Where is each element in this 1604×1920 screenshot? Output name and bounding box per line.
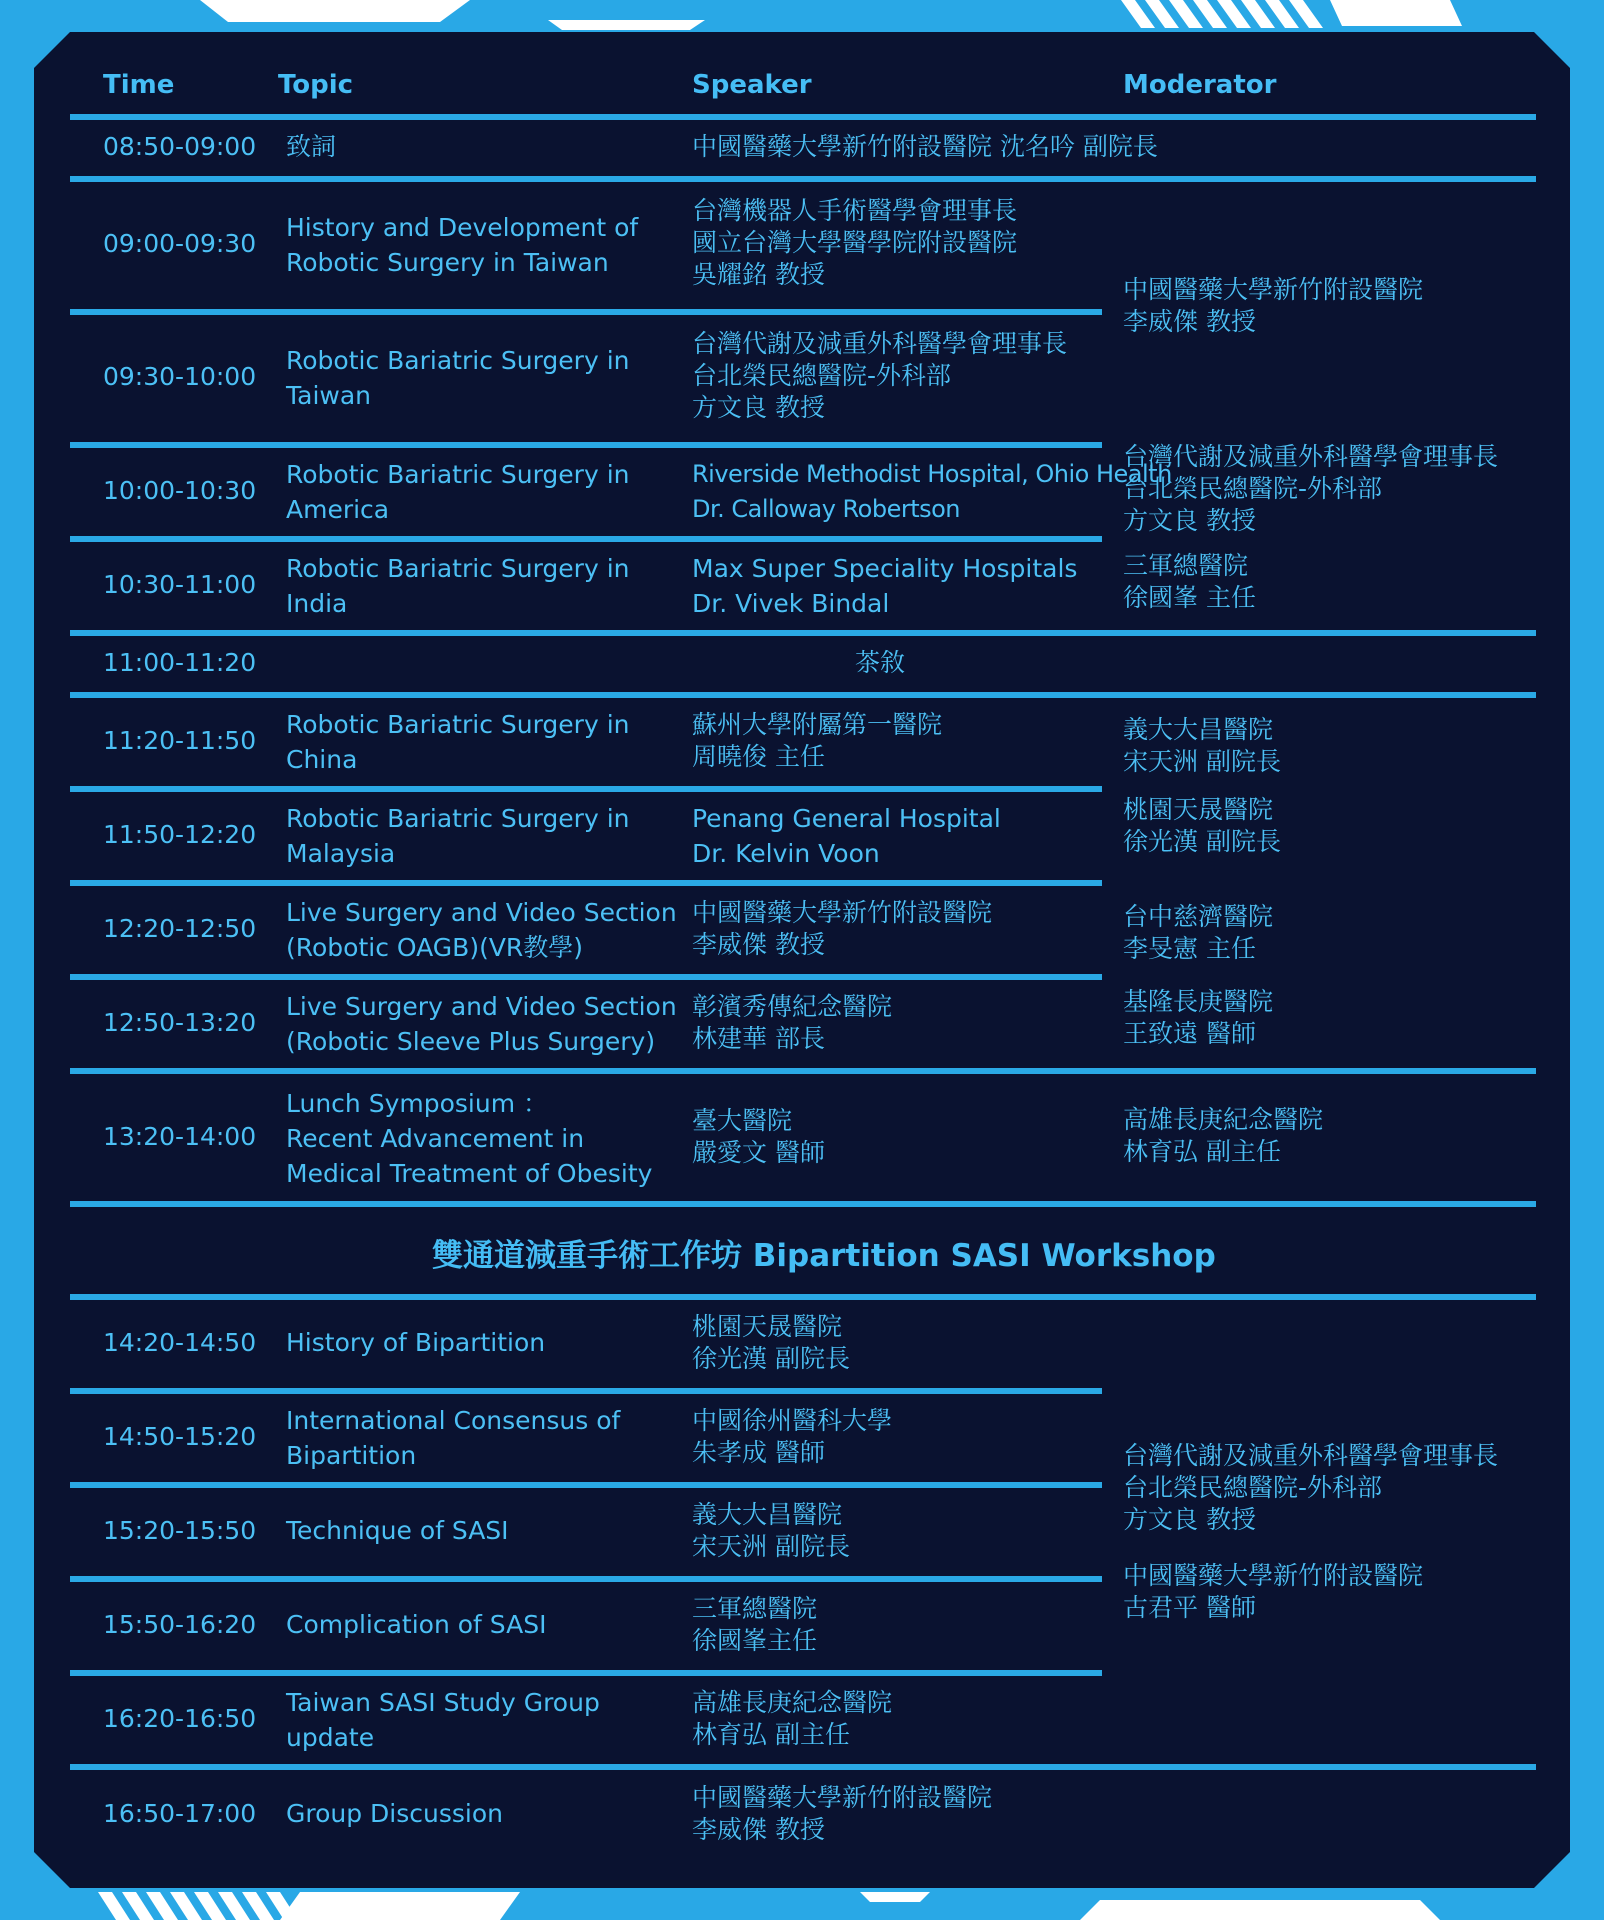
row-topic: Technique of SASI: [286, 1516, 509, 1545]
row-divider: [70, 1068, 1536, 1074]
moderator-entry: 台灣代謝及減重外科醫學會理事長 台北榮民總醫院-外科部 方文良 教授: [1123, 442, 1499, 535]
row-speaker: 高雄長庚紀念醫院 林育弘 副主任: [692, 1688, 893, 1749]
row-topic: Robotic Bariatric Surgery in Taiwan: [286, 346, 630, 410]
row-time: 08:50-09:00: [103, 132, 257, 161]
header-moderator: Moderator: [1123, 70, 1277, 100]
row-speaker: 桃園天晟醫院 徐光漢 副院長: [692, 1312, 850, 1373]
moderator-entry: 高雄長庚紀念醫院 林育弘 副主任: [1123, 1105, 1324, 1166]
row-time: 09:00-09:30: [103, 229, 257, 258]
row-time: 12:50-13:20: [103, 1008, 257, 1037]
row-speaker: Penang General Hospital Dr. Kelvin Voon: [692, 804, 1001, 868]
row-speaker: Max Super Speciality Hospitals Dr. Vivek Bindal: [692, 554, 1078, 618]
row-time: 16:50-17:00: [103, 1799, 257, 1828]
row-time: 13:20-14:00: [103, 1122, 257, 1151]
row-time: 11:50-12:20: [103, 820, 257, 849]
row-divider: [70, 309, 1102, 315]
moderator-entry: 基隆長庚醫院 王致遠 醫師: [1123, 987, 1274, 1048]
row-topic: Live Surgery and Video Section (Robotic Sleeve Plus Surgery): [286, 992, 677, 1056]
row-speaker: 三軍總醫院 徐國峯主任: [692, 1594, 818, 1655]
row-divider: [70, 1482, 1102, 1488]
row-divider: [70, 974, 1102, 980]
moderator-entry: 台灣代謝及減重外科醫學會理事長 台北榮民總醫院-外科部 方文良 教授: [1123, 1441, 1499, 1534]
row-topic: Robotic Bariatric Surgery in Malaysia: [286, 804, 630, 868]
row-divider: [70, 1576, 1102, 1582]
row-topic: Live Surgery and Video Section (Robotic OAGB)(VR教學): [286, 898, 677, 962]
row-divider: [70, 630, 1536, 636]
row-divider: [70, 692, 1536, 698]
row-speaker: Riverside Methodist Hospital, Ohio Health Dr. Calloway Robertson: [692, 460, 1172, 523]
row-topic: International Consensus of Bipartition: [286, 1406, 621, 1470]
row-topic: History of Bipartition: [286, 1328, 546, 1357]
row-speaker: 台灣機器人手術醫學會理事長 國立台灣大學醫學院附設醫院 吳耀銘 教授: [692, 196, 1018, 289]
row-topic: 致詞: [286, 132, 337, 161]
row-divider: [70, 176, 1536, 182]
row-time: 16:20-16:50: [103, 1704, 257, 1733]
moderator-entry: 中國醫藥大學新竹附設醫院 李威傑 教授: [1123, 275, 1424, 336]
row-divider: [70, 1294, 1536, 1300]
row-divider: [70, 114, 1536, 120]
row-divider: [70, 442, 1102, 448]
row-divider: [70, 786, 1102, 792]
row-time: 11:00-11:20: [103, 648, 257, 677]
row-time: 09:30-10:00: [103, 362, 257, 391]
row-divider: [70, 1764, 1536, 1770]
moderator-entry: 中國醫藥大學新竹附設醫院 古君平 醫師: [1123, 1561, 1424, 1622]
row-speaker: 義大大昌醫院 宋天洲 副院長: [692, 1500, 850, 1561]
row-topic: Robotic Bariatric Surgery in America: [286, 460, 630, 524]
row-topic: Complication of SASI: [286, 1610, 547, 1639]
row-time: 11:20-11:50: [103, 726, 257, 755]
row-speaker: 中國醫藥大學新竹附設醫院 李威傑 教授: [692, 898, 993, 959]
row-time: 10:00-10:30: [103, 476, 257, 505]
tea-break: 茶敘: [855, 648, 906, 677]
row-topic: Group Discussion: [286, 1799, 504, 1828]
row-time: 10:30-11:00: [103, 570, 257, 599]
row-divider: [70, 1388, 1102, 1394]
row-time: 14:20-14:50: [103, 1328, 257, 1357]
moderator-entry: 桃園天晟醫院 徐光漢 副院長: [1123, 795, 1281, 856]
row-divider: [70, 880, 1102, 886]
row-speaker: 中國醫藥大學新竹附設醫院 李威傑 教授: [692, 1783, 993, 1844]
row-topic: Lunch Symposium ： Recent Advancement in Medical Treatment of Obesity: [286, 1089, 653, 1188]
workshop-title: 雙通道減重手術工作坊 Bipartition SASI Workshop: [432, 1238, 1216, 1274]
row-speaker: 臺大醫院 嚴愛文 醫師: [692, 1106, 825, 1167]
header-speaker: Speaker: [692, 70, 812, 100]
row-speaker: 蘇州大學附屬第一醫院 周曉俊 主任: [692, 710, 943, 771]
row-speaker: 中國徐州醫科大學 朱孝成 醫師: [692, 1406, 893, 1467]
row-divider: [70, 536, 1102, 542]
row-speaker: 彰濱秀傳紀念醫院 林建華 部長: [692, 992, 893, 1053]
row-time: 12:20-12:50: [103, 914, 257, 943]
row-topic: Robotic Bariatric Surgery in China: [286, 710, 630, 774]
row-time: 14:50-15:20: [103, 1422, 257, 1451]
header-time: Time: [103, 70, 175, 100]
row-divider: [70, 1201, 1536, 1207]
header-topic: Topic: [278, 70, 354, 100]
row-topic: Taiwan SASI Study Group update: [286, 1688, 600, 1752]
row-divider: [70, 1670, 1102, 1676]
row-speaker: 中國醫藥大學新竹附設醫院 沈名吟 副院長: [692, 132, 1158, 161]
moderator-entry: 三軍總醫院 徐國峯 主任: [1123, 551, 1256, 612]
moderator-entry: 義大大昌醫院 宋天洲 副院長: [1123, 715, 1281, 776]
moderator-entry: 台中慈濟醫院 李旻憲 主任: [1123, 902, 1274, 963]
row-topic: History and Development of Robotic Surgery in Taiwan: [286, 213, 639, 277]
row-time: 15:50-16:20: [103, 1610, 257, 1639]
row-topic: Robotic Bariatric Surgery in India: [286, 554, 630, 618]
row-time: 15:20-15:50: [103, 1516, 257, 1545]
row-speaker: 台灣代謝及減重外科醫學會理事長 台北榮民總醫院-外科部 方文良 教授: [692, 329, 1068, 422]
